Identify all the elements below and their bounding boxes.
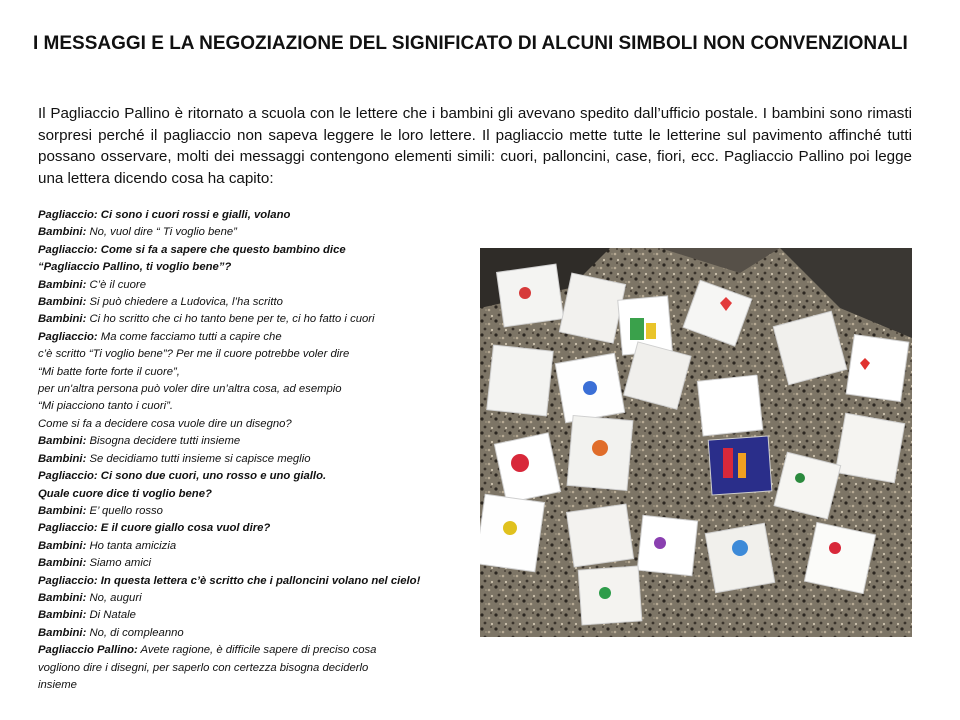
dialogue-line — [38, 242, 478, 259]
dialogue-text: per un'altra persona può voler dire un’altra cosa, ad esempio — [38, 383, 342, 396]
dialogue-text: vogliono dire i disegni, per saperlo con certezza bisogna deciderlo — [38, 661, 369, 674]
dialogue-text: Come si fa a decidere cosa vuole dire un disegno? — [38, 417, 292, 430]
dialogue-line — [38, 224, 478, 241]
dialogue-text: Come si fa a sapere che questo bambino dice — [97, 243, 346, 256]
dialogue-line — [38, 311, 478, 328]
dialogue-speaker: Pagliaccio: — [38, 243, 98, 256]
dialogue-line — [38, 642, 478, 659]
dialogue-line — [38, 625, 478, 642]
dialogue-text: Ci ho scritto che ci ho tanto bene per te, ci ho fatto i cuori — [86, 313, 375, 326]
dialogue-line — [38, 660, 478, 677]
dialogue-line — [38, 416, 478, 433]
dialogue-text: No, di compleanno — [86, 626, 184, 639]
dialogue-text: Ma come facciamo tutti a capire che — [97, 330, 282, 343]
dialogue-speaker: Pagliaccio: — [38, 209, 98, 221]
dialogue-text: Bisogna decidere tutti insieme — [86, 435, 241, 448]
dialogue-line — [38, 573, 478, 590]
dialogue-text: Se decidiamo tutti insieme si capisce meglio — [86, 452, 311, 465]
dialogue-text: E il cuore giallo cosa vuol dire? — [97, 522, 271, 535]
dialogue-speaker: Bambini: — [38, 226, 87, 239]
dialogue-line — [38, 538, 478, 555]
dialogue-speaker: Bambini: — [38, 435, 87, 448]
dialogue-speaker: Pagliaccio: — [38, 470, 98, 483]
dialogue-text: In questa lettera c’è scritto che i palloncini volano nel cielo! — [97, 574, 421, 587]
dialogue-speaker: Bambini: — [38, 452, 87, 465]
dialogue-line — [38, 277, 478, 294]
dialogue-line — [38, 555, 478, 572]
dialogue-speaker: Bambini: — [38, 539, 87, 552]
dialogue-line — [38, 398, 478, 415]
dialogue-text: C’è il cuore — [86, 278, 146, 291]
slide-title: I MESSAGGI E LA NEGOZIAZIONE DEL SIGNIFICATO DI ALCUNI SIMBOLI NON CONVENZIONALI — [33, 33, 908, 54]
dialogue-text: “Mi piacciono tanto i cuori”. — [38, 400, 173, 413]
dialogue-line — [38, 294, 478, 311]
dialogue-text: Ci sono due cuori, uno rosso e uno giallo. — [97, 470, 327, 483]
dialogue-speaker: Bambini: — [38, 609, 87, 622]
dialogue-speaker: Bambini: — [38, 313, 87, 326]
dialogue-line — [38, 468, 478, 485]
dialogue-text: Si può chiedere a Ludovica, l’ha scritto — [86, 296, 283, 309]
dialogue-line — [38, 520, 478, 537]
dialogue-list — [38, 207, 478, 694]
dialogue-line — [38, 433, 478, 450]
dialogue-text: c’è scritto “Ti voglio bene”? Per me il cuore potrebbe voler dire — [38, 348, 350, 361]
dialogue-text: E’ quello rosso — [86, 504, 163, 517]
dialogue-line — [38, 503, 478, 520]
dialogue-speaker: Bambini: — [38, 296, 87, 309]
dialogue-speaker: Pagliaccio Pallino: — [38, 644, 138, 657]
dialogue-speaker: Bambini: — [38, 557, 87, 570]
intro-paragraph: Il Pagliaccio Pallino è ritornato a scuola con le lettere che i bambini gli avevano spedito dall’ufficio postale. I bambini sono rimasti sorpresi perché il pagliaccio non sapeva leggere le loro lettere. Il pagliaccio mette tutte le letterine sul pavimento affinché tutti possano osservare, molti dei messaggi contengono elementi simili: cuori, palloncini, case, fiori, ecc. Pagliaccio Pallino poi legge una lettera dicendo cosa ha capito: — [38, 105, 912, 187]
dialogue-line — [38, 259, 478, 276]
dialogue-speaker: Bambini: — [38, 591, 87, 604]
dialogue-text: “Pagliaccio Pallino, ti voglio bene”? — [38, 261, 232, 274]
dialogue-line — [38, 364, 478, 381]
dialogue-text: Ho tanta amicizia — [86, 539, 177, 552]
dialogue-line — [38, 381, 478, 398]
dialogue-text: Avete ragione, è difficile sapere di preciso cosa — [137, 644, 377, 657]
dialogue-text: Quale cuore dice ti voglio bene? — [38, 487, 212, 500]
children-letters-photo — [480, 248, 912, 637]
dialogue-text: Siamo amici — [86, 557, 151, 570]
dialogue-text: No, vuol dire “ Ti voglio bene” — [86, 226, 237, 239]
dialogue-line — [38, 607, 478, 624]
dialogue-text: “Mi batte forte forte il cuore”, — [38, 365, 180, 378]
dialogue-text: Di Natale — [86, 609, 136, 622]
dialogue-line — [38, 329, 478, 346]
dialogue-speaker: Pagliaccio: — [38, 574, 98, 587]
dialogue-text: No, auguri — [86, 591, 142, 604]
dialogue-speaker: Bambini: — [38, 504, 87, 517]
dialogue-line — [38, 451, 478, 468]
dialogue-text: insieme — [38, 678, 77, 691]
dialogue-text: Ci sono i cuori rossi e gialli, volano — [97, 209, 291, 221]
dialogue-line — [38, 207, 478, 224]
dialogue-line — [38, 590, 478, 607]
dialogue-speaker: Bambini: — [38, 626, 87, 639]
photo-drawing — [480, 248, 912, 637]
dialogue-speaker: Pagliaccio: — [38, 522, 98, 535]
dialogue-speaker: Pagliaccio: — [38, 330, 98, 343]
dialogue-speaker: Bambini: — [38, 278, 87, 291]
dialogue-line — [38, 346, 478, 363]
dialogue-line — [38, 677, 478, 694]
dialogue-line — [38, 486, 478, 503]
